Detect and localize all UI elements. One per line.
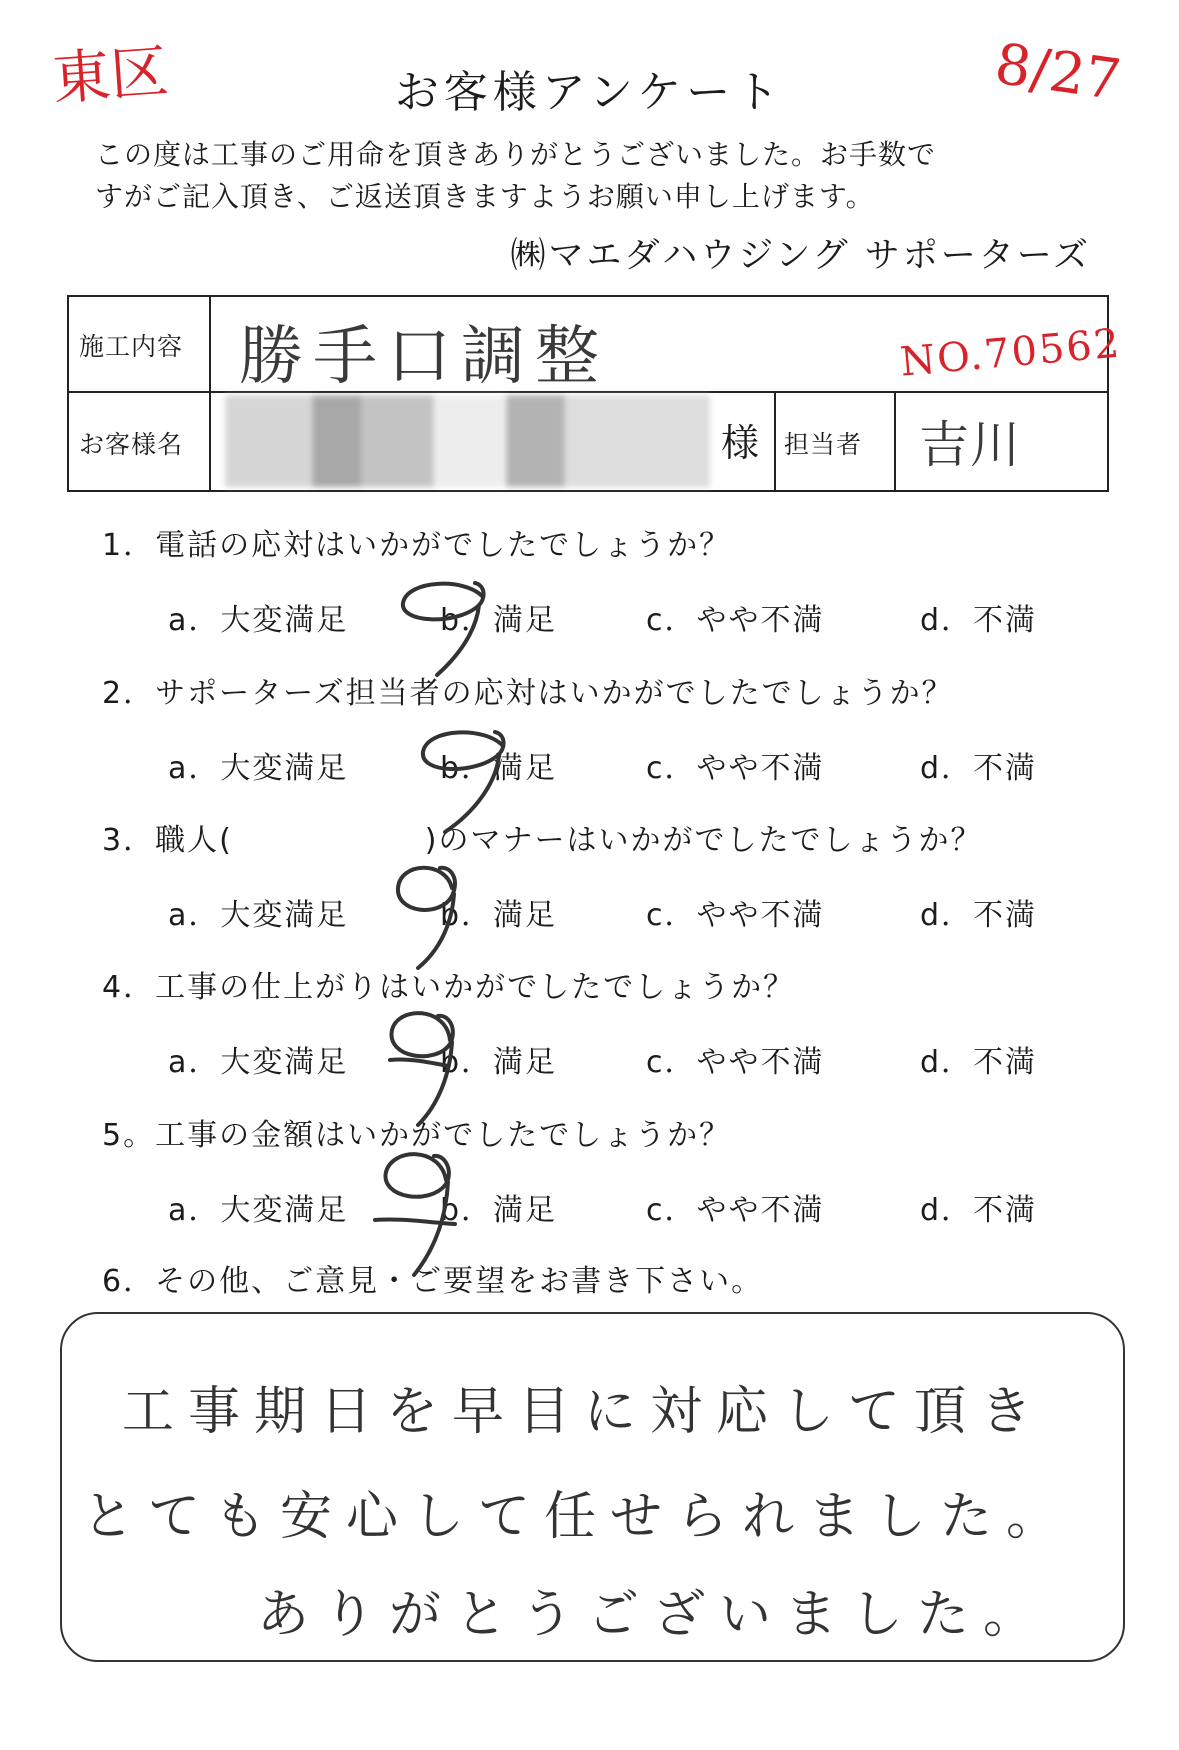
option-c[interactable]: c．やや不満 — [646, 751, 825, 786]
option-d[interactable]: d．不満 — [920, 1193, 1038, 1228]
option-a[interactable]: a．大変満足 — [168, 1045, 349, 1080]
question-5: 5。工事の金額はいかがでしたでしょうか？ — [102, 1118, 732, 1153]
staff-label: 担当者 — [784, 430, 863, 459]
option-b[interactable]: b．満足 — [440, 751, 558, 786]
option-a[interactable]: a．大変満足 — [168, 1193, 349, 1228]
table-divider — [894, 391, 896, 490]
intro-line-2: すがご記入頂き、ご返送頂きますようお願い申し上げます。 — [95, 180, 875, 213]
circle-mark-q3 — [390, 858, 470, 973]
comment-line-1: 工事期日を早目に対応して頂き — [122, 1382, 1047, 1442]
table-divider — [209, 297, 211, 490]
question-4: 4．工事の仕上がりはいかがでしたでしょうか？ — [102, 970, 796, 1005]
option-d[interactable]: d．不満 — [920, 1045, 1038, 1080]
comment-line-2: とても安心して任せられました。 — [82, 1487, 1073, 1547]
option-c[interactable]: c．やや不満 — [646, 898, 825, 933]
intro-line-1: この度は工事のご用命を頂きありがとうございました。お手数で — [95, 138, 937, 171]
option-a[interactable]: a．大変満足 — [168, 898, 349, 933]
page-title: お客様アンケート — [394, 67, 785, 118]
circle-mark-q2 — [415, 722, 515, 837]
comment-box[interactable] — [60, 1312, 1125, 1662]
company-name: ㈱マエダハウジング サポーターズ — [510, 236, 1091, 276]
option-d[interactable]: d．不満 — [920, 603, 1038, 638]
option-d[interactable]: d．不満 — [920, 898, 1038, 933]
option-a[interactable]: a．大変満足 — [168, 603, 349, 638]
district-mark: 東区 — [50, 37, 171, 113]
option-c[interactable]: c．やや不満 — [646, 1193, 825, 1228]
customer-label: お客様名 — [79, 430, 184, 459]
option-a[interactable]: a．大変満足 — [168, 751, 349, 786]
comment-line-3: ありがとうございました。 — [257, 1585, 1050, 1645]
work-label: 施工内容 — [79, 332, 184, 361]
work-value: 勝手口調整 — [239, 320, 609, 394]
redacted-customer-name — [225, 395, 710, 487]
circle-mark-q4 — [378, 1000, 468, 1130]
question-1: 1．電話の応対はいかがでしたでしょうか？ — [102, 528, 732, 563]
date-mark: 8/27 — [991, 31, 1125, 114]
question-6: 6．その他、ご意見・ご要望をお書き下さい。 — [102, 1264, 764, 1299]
question-2: 2．サポーターズ担当者の応対はいかがでしたでしょうか？ — [102, 676, 954, 711]
question-3: 3．職人( )のマナーはいかがでしたでしょうか？ — [102, 823, 983, 858]
staff-value: 吉川 — [919, 416, 1021, 474]
option-b[interactable]: b．満足 — [440, 603, 558, 638]
customer-suffix: 様 — [721, 421, 761, 465]
option-c[interactable]: c．やや不満 — [646, 603, 825, 638]
circle-mark-q5 — [370, 1140, 460, 1280]
option-c[interactable]: c．やや不満 — [646, 1045, 825, 1080]
option-d[interactable]: d．不満 — [920, 751, 1038, 786]
number-mark: NO.70562 — [898, 320, 1124, 386]
table-divider — [774, 391, 776, 490]
circle-mark-q1 — [395, 575, 495, 680]
option-b[interactable]: b．満足 — [440, 898, 558, 933]
option-b[interactable]: b．満足 — [440, 1193, 558, 1228]
option-b[interactable]: b．満足 — [440, 1045, 558, 1080]
